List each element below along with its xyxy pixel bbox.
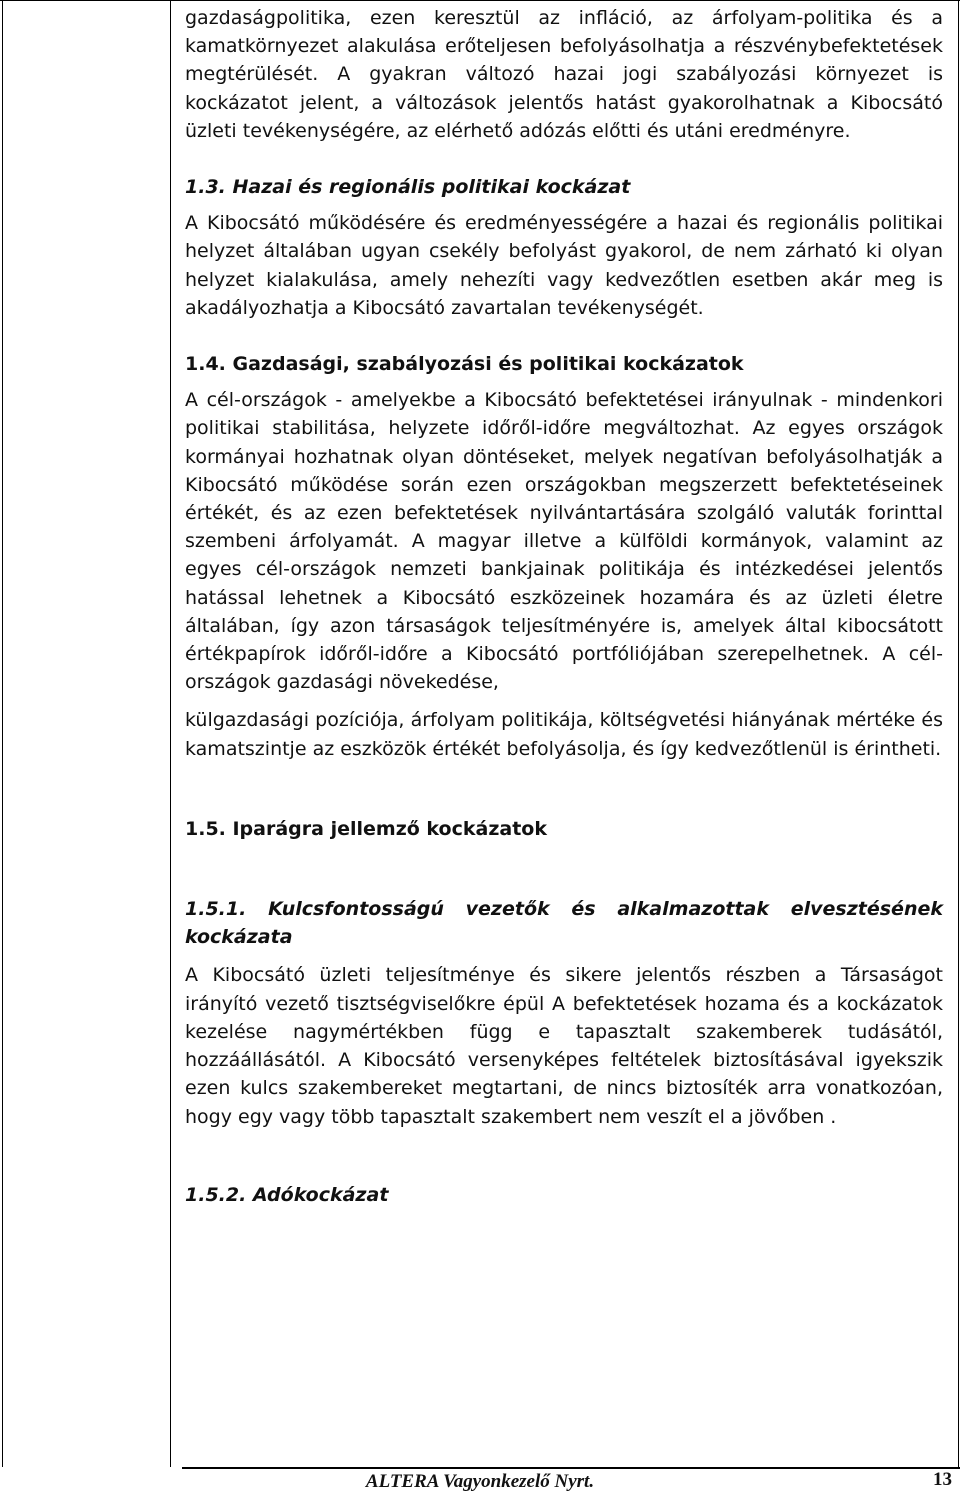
- heading-1-5-1: 1.5.1. Kulcsfontosságú vezetők és alkalmazottak elvesztésének kockázata: [185, 898, 943, 949]
- paragraph-1-3: A Kibocsátó működésére és eredményességére a hazai és regionális politikai helyzet általában ugyan csekély befolyást gyakorol, de nem zárható ki olyan helyzet kialakulása, amely nehezíti vagy kedvezőtlen esetben akár meg is akadályozhatja a Kibocsátó zavartalan tevékenységét.: [185, 212, 943, 319]
- right-border: [958, 0, 959, 1467]
- left-border: [2, 0, 3, 1467]
- paragraph-1-5-1: A Kibocsátó üzleti teljesítménye és sikere jelentős részben a Társaságot irányító vezető tisztségviselőkre épül A befektetések hozama és a kockázatok kezelése nagymértékben függ e tapasztalt szakemberek tudásától, hozzáállásától. A Kibocsátó versenyképes feltételek biztosításával igyekszik ezen kulcs szakembereket megtartani, de nincs biztosíték arra vonatkozóan, hogy egy vagy több tapasztalt szakembert nem veszít el a jövőben .: [185, 964, 943, 1128]
- footer-company: ALTERA Vagyonkezelő Nyrt.: [365, 1471, 595, 1492]
- column-divider: [170, 0, 171, 1467]
- paragraph-1-4b: külgazdasági pozíciója, árfolyam politikája, költségvetési hiányának mértéke és kamatszintje az eszközök értékét befolyásolja, és így kedvezőtlenül is érintheti.: [185, 709, 943, 760]
- paragraph-intro: gazdaságpolitika, ezen keresztül az infláció, az árfolyam-politika és a kamatkörnyezet alakulása erőteljesen befolyásolhatja a részvénybefektetések megtérülését. A gyakran változó hazai jogi szabályozási környezet is kockázatot jelent, a változások jelentős hatást gyakorolhatnak a Kibocsátó üzleti tevékenységére, az elérhető adózás előtti és utáni eredményre.: [185, 7, 943, 142]
- document-body: [185, 4, 943, 1209]
- heading-1-3: 1.3. Hazai és regionális politikai kockázat: [185, 176, 631, 199]
- heading-1-5: 1.5. Iparágra jellemző kockázatok: [185, 817, 547, 840]
- footer-rule: [182, 1467, 960, 1469]
- page-footer: [0, 1467, 960, 1494]
- heading-1-4: 1.4. Gazdasági, szabályozási és politikai kockázatok: [185, 353, 744, 376]
- paragraph-1-4a: A cél-országok - amelyekbe a Kibocsátó befektetései irányulnak - mindenkori politikai stabilitása, helyzete időről-időre megváltozhat. Az egyes országok kormányai hozhatnak olyan döntéseket, melyek negatívan befolyásolhatják a Kibocsátó működése során ezen országokban megszerzett befektetéseinek értékét, és az ezen befektetések nyilvántartására szolgáló valuták forinttal szembeni árfolyamát. A magyar illetve a külföldi kormányok, valamint az egyes cél-országok nemzeti bankjainak politikája és intézkedései jelentős hatással lehetnek a Kibocsátó eszközeinek hozamára és az üzleti életre általában, így azon társaságok teljesítményére is, amelyek által kibocsátott értékpapírok időről-időre a Kibocsátó portfóliójában szerepelhetnek. A cél-országok gazdasági növekedése,: [185, 389, 943, 694]
- top-border: [0, 0, 960, 1]
- heading-1-5-2: 1.5.2. Adókockázat: [185, 1183, 389, 1206]
- page-number: 13: [933, 1469, 952, 1490]
